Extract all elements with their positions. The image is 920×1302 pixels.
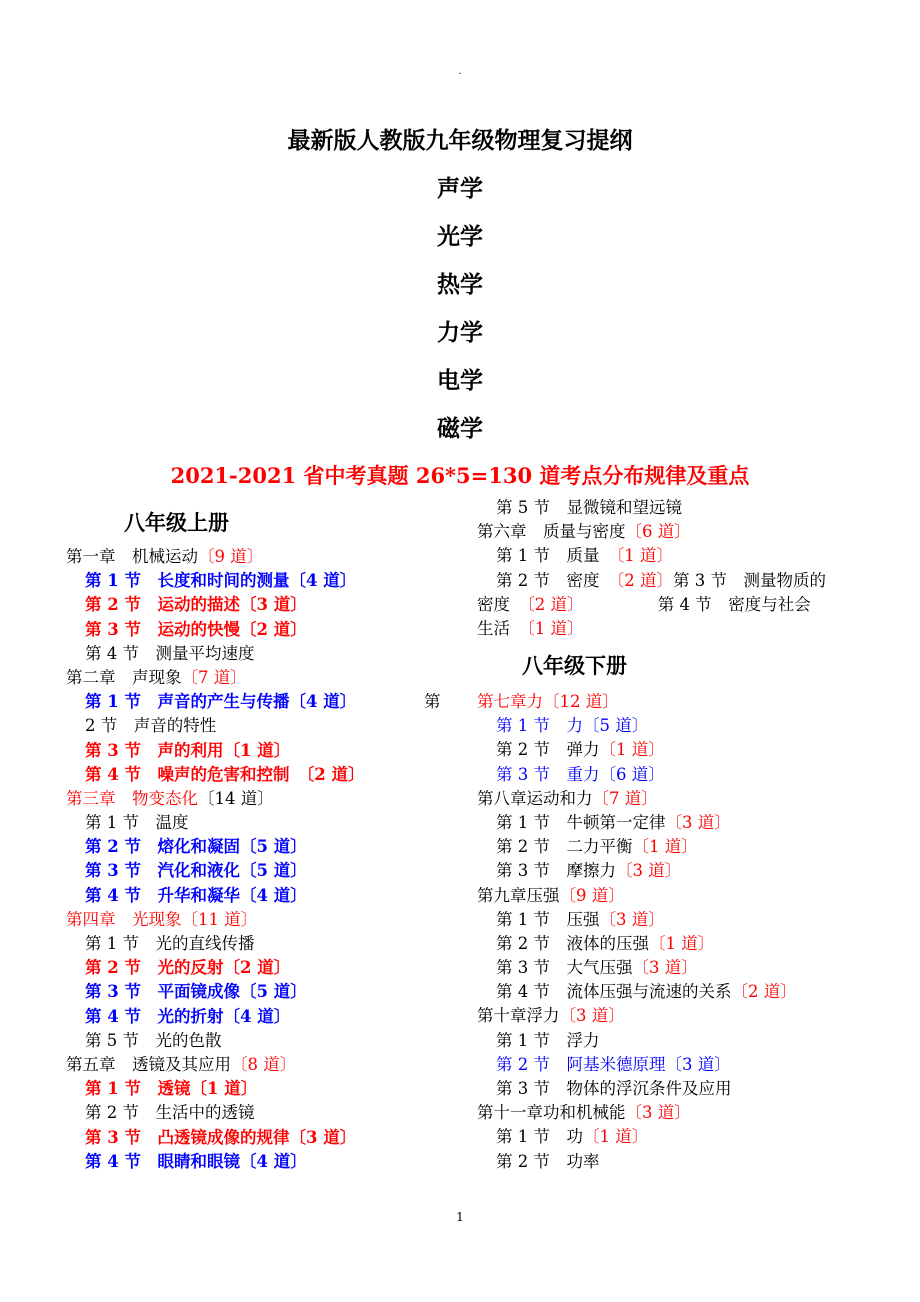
outline-line [66,739,456,763]
outline-text: 第 4 节 升华和凝华〔4 道〕 [85,885,307,905]
outline-text: 第 1 节 温度 [85,813,189,833]
outline-text: 第 2 节 二力平衡 [496,837,633,857]
outline-line [66,1053,456,1077]
outline-text: 〔9 道〕 [198,547,264,566]
outline-text: 第 3 节 大气压强 [496,958,633,978]
outline-line [66,714,456,738]
outline-line [477,1150,877,1174]
outline-text: 〔6 道〕 [599,764,665,784]
outline-text: 〔3 道〕 [599,909,665,929]
outline-text: 〔3 道〕 [625,1103,691,1123]
outline-text: 〔3 道〕 [559,1006,625,1026]
subject-heading: 热学 [437,271,483,298]
outline-text: 第四章 光现象〔11 道〕 [66,909,258,929]
outline-line [477,787,877,811]
outline-line [66,884,456,908]
outline-text: 第 3 节 摩擦力 [496,861,616,881]
outline-text: 第 1 节 力 [496,716,583,736]
outline-text: 第 1 节 长度和时间的测量〔4 道〕 [85,571,357,591]
outline-text: 〔1 道〕 [632,837,698,857]
outline-text: 〔8 道〕 [231,1054,297,1074]
outline-line [477,835,877,859]
outline-text: 〔1 道〕 [649,933,715,953]
outline-line [66,618,456,642]
header-mark: . [458,66,462,77]
outline-line [477,1004,877,1028]
outline-text: 第 1 节 光的直线传播 [85,934,255,953]
outline-text: 第 3 节 物体的浮沉条件及应用 [496,1079,732,1098]
outline-line [477,811,877,835]
outline-line [66,569,456,593]
outline-text: 第 2 节 光的反射〔2 道〕 [85,958,291,978]
outline-line [477,1053,877,1077]
outline-text: 〔5 道〕 [583,716,649,736]
outline-line [477,956,877,980]
outline-line [66,1005,456,1029]
outline-text: 2 节 声音的特性 [85,716,217,736]
outline-line [477,569,877,593]
outline-text: 第二章 声现象 [66,667,182,687]
outline-text: 〔3 道〕 [632,958,698,978]
outline-text: 第十章浮力 [477,1006,560,1026]
outline-line [66,642,456,666]
outline-text: 第 2 节 阿基米德原理 [496,1054,666,1074]
outline-line [66,835,456,859]
outline-line [477,1101,877,1125]
outline-text: 第 1 节 质量 [496,546,616,566]
outline-line [477,617,877,641]
outline-line [477,544,877,568]
outline-text: 第 3 节 凸透镜成像的规律〔3 道〕 [85,1127,357,1147]
outline-line [66,956,456,980]
outline-line [477,884,877,908]
outline-line [66,666,456,690]
outline-text: 第六章 质量与密度 [477,522,626,542]
outline-text: 〔9 道〕 [559,885,625,905]
outline-text: 第 4 节 测量平均速度 [85,643,255,663]
outline-text: 〔6 道〕 [625,522,691,542]
outline-text: 第 4 节 流体压强与流速的关系 [496,982,732,1002]
outline-text: 第九章压强 [477,885,560,905]
outline-line [477,690,877,714]
outline-line [66,593,456,617]
subject-heading: 光学 [437,223,483,250]
outline-line [66,545,456,569]
outline-text: 第八章运动和力 [477,788,593,808]
right-column-top-outline [477,496,877,641]
outline-line [66,787,456,811]
outline-line [477,932,877,956]
outline-text: 〔2 道〕 [731,982,797,1002]
outline-text: 第 1 节 透镜〔1 道〕 [85,1079,258,1099]
outline-text: 第 3 节 声的利用〔1 道〕 [85,740,291,760]
outline-line [477,1029,877,1053]
outline-line [477,763,877,787]
outline-text: 第 3 节 汽化和液化〔5 道〕 [85,861,307,881]
outline-text: 〔1 道〕 [599,740,665,760]
outline-text: 第 1 节 声音的产生与传播〔4 道〕 [85,692,357,712]
outline-line [66,1077,456,1101]
outline-line [477,908,877,932]
outline-text: 第 3 节 运动的快慢〔2 道〕 [85,619,307,639]
subject-heading: 力学 [437,319,483,346]
outline-text: 第 2 节 运动的描述〔3 道〕 [85,595,307,615]
outline-text: 第十一章功和机械能 [477,1103,626,1123]
outline-text: 〔1 道〕 [526,618,584,638]
right-column-outline [477,690,877,1174]
outline-text: 第 2 节 密度 [496,570,616,590]
outline-text: 〔3 道〕 [665,812,731,832]
outline-text: 第三章 物变态化 [66,788,198,808]
outline-line [66,811,456,835]
outline-text: 第一章 机械运动 [66,547,198,566]
outline-text: 第 4 节 光的折射〔4 道〕 [85,1006,291,1026]
right-grade-heading: 八年级下册 [522,653,627,678]
outline-text: 第 5 节 光的色散 [85,1030,222,1050]
outline-text: 第 4 节 眼睛和眼镜〔4 道〕 [85,1151,307,1171]
outline-text: 第 5 节 显微镜和望远镜 [496,498,682,517]
outline-line [66,908,456,932]
outline-text: 第 3 节 重力 [496,764,600,784]
outline-text: 第 2 节 熔化和凝固〔5 道〕 [85,837,307,857]
outline-text: 生活 [477,618,527,638]
outline-text: 〔7 道〕 [592,788,658,808]
stray-character: 第 [424,692,441,711]
outline-text: 〔1 道〕 [616,546,673,566]
outline-line [477,520,877,544]
outline-text: 〔2 道〕 [616,570,673,590]
outline-text: 第 2 节 液体的压强 [496,933,649,953]
outline-line [477,980,877,1004]
outline-text: 〔12 道〕 [543,692,619,711]
outline-text: 第 2 节 生活中的透镜 [85,1103,255,1123]
left-grade-heading: 八年级上册 [124,510,229,535]
outline-line [477,714,877,738]
page-number: 1 [456,1210,464,1224]
outline-text: 第 4 节 密度与社会 [575,594,811,614]
document-title: 最新版人教版九年级物理复习提纲 [287,127,633,154]
outline-text: 第 1 节 牛顿第一定律 [496,812,666,832]
exam-headline: 2021-2021 省中考真题 26*5=130 道考点分布规律及重点 [170,463,750,488]
outline-text: 第 1 节 浮力 [496,1030,600,1050]
subject-heading: 声学 [437,175,483,202]
outline-text: 〔3 道〕 [665,1054,731,1074]
outline-text: 〔3 道〕 [616,861,682,881]
outline-line [66,763,456,787]
subject-heading: 磁学 [437,415,483,442]
outline-line [66,980,456,1004]
outline-line [66,690,456,714]
outline-text: 〔1 道〕 [583,1127,649,1147]
left-column-outline [66,545,456,1174]
outline-text: 〔14 道〕 [198,788,274,808]
outline-text: 第 2 节 弹力 [496,740,600,760]
outline-line [477,496,877,520]
outline-line [66,1126,456,1150]
subject-heading: 电学 [437,367,483,394]
outline-text: 第 2 节 功率 [496,1151,600,1171]
outline-text: 第五章 透镜及其应用 [66,1054,231,1074]
outline-text: 第 1 节 功 [496,1127,583,1147]
outline-line [477,593,877,617]
outline-line [66,1101,456,1125]
outline-text: 第 3 节 测量物质的 [673,570,826,590]
outline-line [66,1029,456,1053]
outline-line [477,1125,877,1149]
outline-line [477,1077,877,1101]
outline-text: 密度 [477,594,527,614]
outline-text: 第七章力 [477,692,543,711]
outline-text: 第 3 节 平面镜成像〔5 道〕 [85,982,307,1002]
outline-line [66,1150,456,1174]
outline-line [66,932,456,956]
outline-line [477,738,877,762]
outline-text: 〔2 道〕 [526,594,576,614]
outline-text: 第 4 节 噪声的危害和控制 〔2 道〕 [85,764,365,784]
outline-text: 第 1 节 压强 [496,909,600,929]
outline-line [66,859,456,883]
outline-text: 〔7 道〕 [181,667,247,687]
outline-line [477,859,877,883]
